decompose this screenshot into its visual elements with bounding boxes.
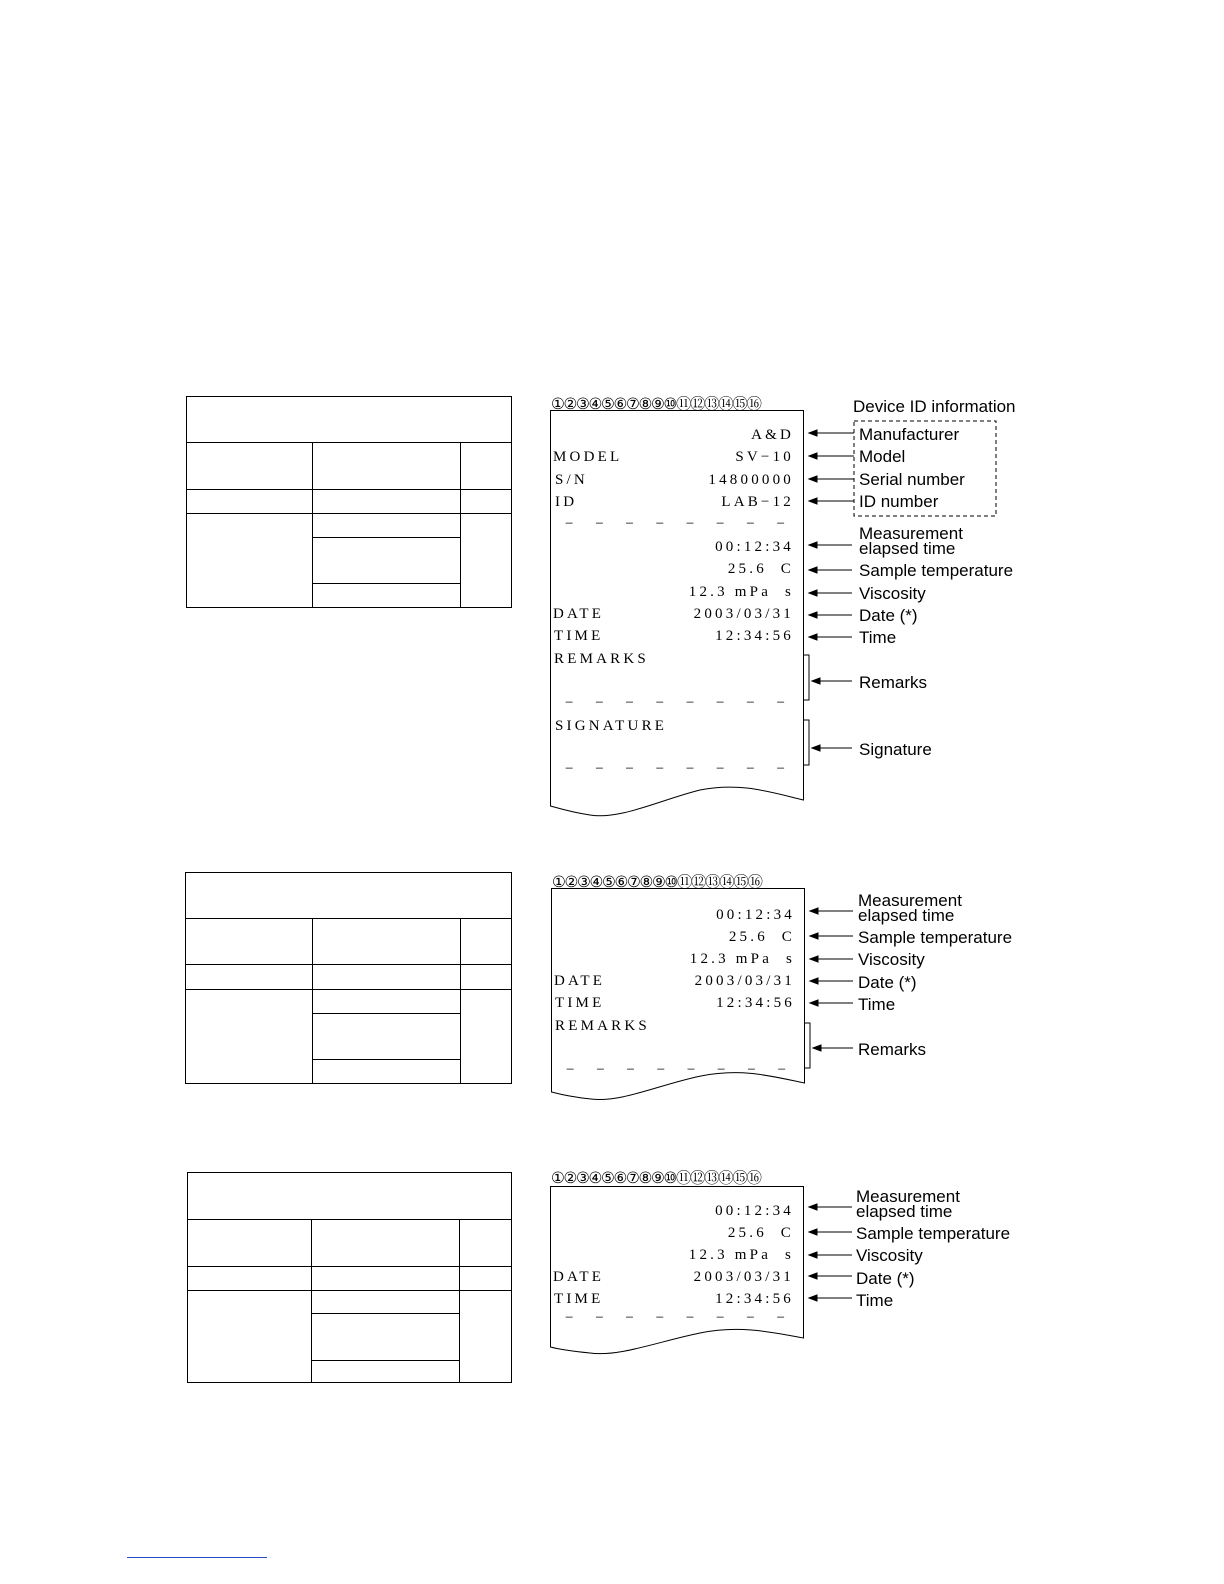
callout-temperature: Sample temperature <box>858 928 1013 947</box>
time-value: 12:34:56 <box>716 995 795 1011</box>
id-value: LAB−12 <box>721 494 794 510</box>
date-value: 2003/03/31 <box>693 606 794 622</box>
separator-dashes: − − − − − − − − <box>565 1310 794 1326</box>
elapsed-time-line: 00:12:34 <box>716 907 795 923</box>
temperature-line: 25.6 C <box>727 561 794 577</box>
column-numbers: ①②③④⑤⑥⑦⑧⑨⑩⑪⑫⑬⑭⑮⑯ <box>552 873 762 891</box>
column-numbers: ①②③④⑤⑥⑦⑧⑨⑩⑪⑫⑬⑭⑮⑯ <box>551 1169 761 1187</box>
callout-serial: Serial number <box>859 470 965 489</box>
remarks-label: REMARKS <box>554 651 649 667</box>
callout-time: Time <box>859 628 897 647</box>
callout-date: Date (*) <box>856 1269 915 1288</box>
date-label: DATE <box>554 973 606 989</box>
time-label: TIME <box>554 628 604 644</box>
temperature-line: 25.6 C <box>728 929 795 945</box>
viscosity-line: 12.3 mPa s <box>688 1247 794 1263</box>
callout-viscosity: Viscosity <box>856 1246 923 1265</box>
callout-temperature: Sample temperature <box>859 561 1014 580</box>
time-label: TIME <box>555 995 605 1011</box>
printout-sample-2 <box>551 888 1051 1118</box>
device-id-group-label: Device ID information <box>853 397 1016 416</box>
printout-paper-outline <box>550 1186 1050 1366</box>
callout-elapsed: Measurement <box>858 891 962 910</box>
model-value: SV−10 <box>735 449 794 465</box>
callout-elapsed: elapsed time <box>859 539 956 558</box>
callout-elapsed: elapsed time <box>858 906 955 925</box>
callout-temperature: Sample temperature <box>856 1224 1011 1243</box>
date-value: 2003/03/31 <box>693 1269 794 1285</box>
callout-remarks: Remarks <box>858 1040 927 1059</box>
time-label: TIME <box>554 1291 604 1307</box>
separator-dashes: − − − − − − − − <box>565 516 794 532</box>
callout-time: Time <box>858 995 896 1014</box>
callout-date: Date (*) <box>859 606 918 625</box>
serial-value: 14800000 <box>708 472 794 488</box>
settings-table-3 <box>187 1172 512 1383</box>
time-value: 12:34:56 <box>715 1291 794 1307</box>
callout-remarks: Remarks <box>859 673 928 692</box>
callout-signature: Signature <box>859 740 932 759</box>
settings-table-2 <box>185 872 512 1084</box>
callout-time: Time <box>856 1291 894 1310</box>
callout-model: Model <box>859 447 906 466</box>
printout-sample-1 <box>550 410 1050 830</box>
remarks-label: REMARKS <box>555 1018 650 1034</box>
callout-elapsed: elapsed time <box>856 1202 953 1221</box>
separator-dashes: − − − − − − − − <box>565 695 794 711</box>
callout-elapsed: Measurement <box>859 524 963 543</box>
date-label: DATE <box>553 1269 605 1285</box>
elapsed-time-line: 00:12:34 <box>715 1203 794 1219</box>
viscosity-line: 12.3 mPa s <box>689 951 795 967</box>
signature-label: SIGNATURE <box>555 718 668 734</box>
separator-dashes: − − − − − − − − <box>566 1062 795 1078</box>
separator-dashes: − − − − − − − − <box>565 761 794 777</box>
temperature-line: 25.6 C <box>727 1225 794 1241</box>
callout-manufacturer: Manufacturer <box>859 425 960 444</box>
callout-id: ID number <box>859 492 939 511</box>
viscosity-line: 12.3 mPa s <box>688 584 794 600</box>
callout-date: Date (*) <box>858 973 917 992</box>
column-numbers: ①②③④⑤⑥⑦⑧⑨⑩⑪⑫⑬⑭⑮⑯ <box>551 395 761 413</box>
date-value: 2003/03/31 <box>694 973 795 989</box>
time-value: 12:34:56 <box>715 628 794 644</box>
manufacturer-line: A&D <box>751 427 794 443</box>
callout-elapsed: Measurement <box>856 1187 960 1206</box>
footnote-rule <box>127 1557 267 1558</box>
printout-paper-outline <box>551 888 1051 1118</box>
settings-table-1 <box>186 396 512 608</box>
date-label: DATE <box>553 606 605 622</box>
serial-label: S/N <box>555 472 588 488</box>
model-label: MODEL <box>553 449 623 465</box>
printout-sample-3 <box>550 1186 1050 1366</box>
elapsed-time-line: 00:12:34 <box>715 539 794 555</box>
callout-viscosity: Viscosity <box>858 950 925 969</box>
id-label: ID <box>555 494 578 510</box>
callout-viscosity: Viscosity <box>859 584 926 603</box>
